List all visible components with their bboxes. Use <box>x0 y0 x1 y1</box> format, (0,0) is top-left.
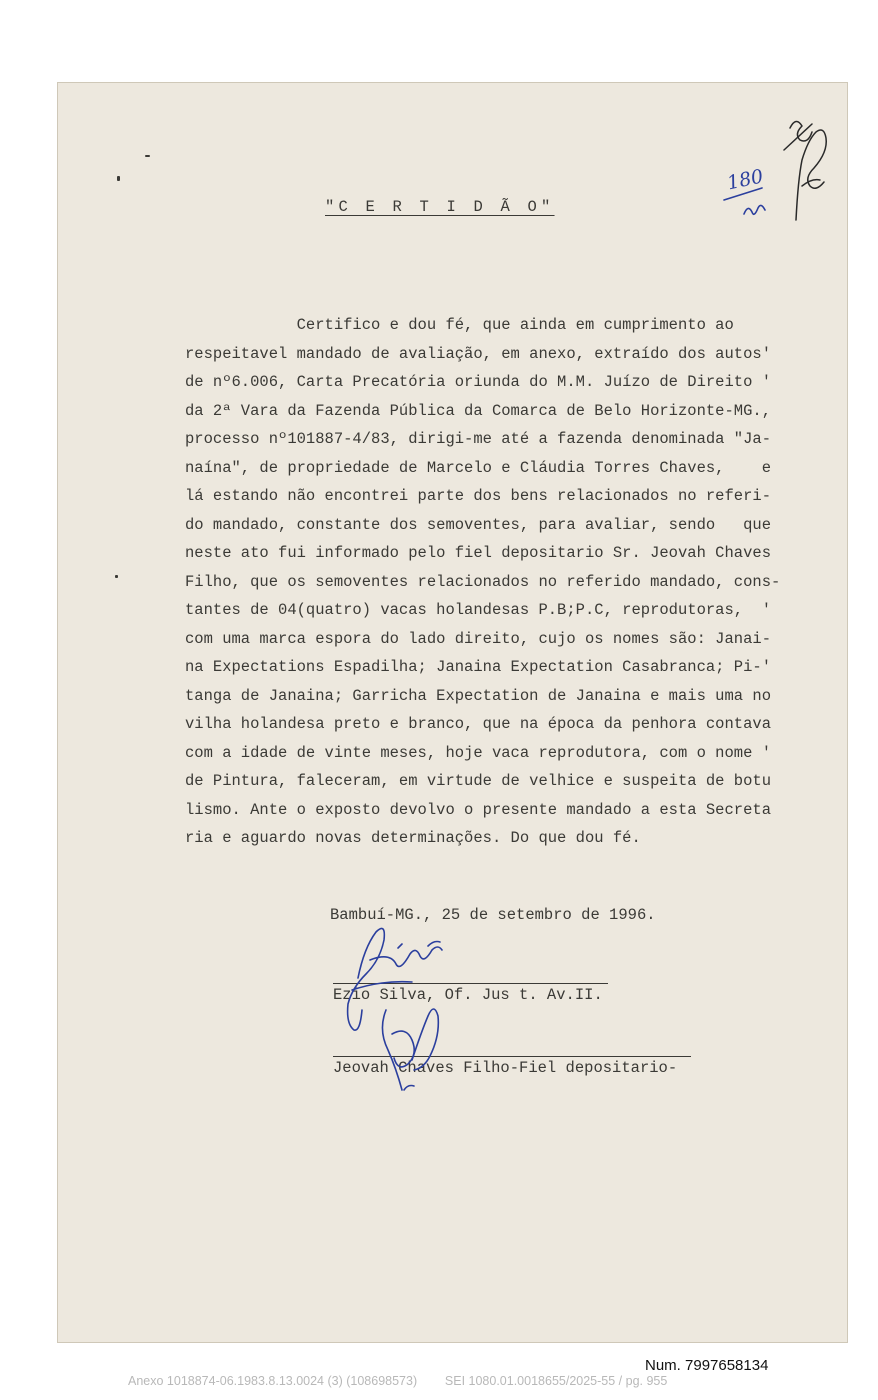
body-line: Certifico e dou fé, que ainda em cumprimento ao <box>185 316 734 334</box>
body-line: de nº6.006, Carta Precatória oriunda do M.M. Juízo de Direito ' <box>185 373 771 391</box>
paper-speck <box>115 575 118 578</box>
body-line: com uma marca espora do lado direito, cujo os nomes são: Janai- <box>185 629 771 648</box>
document-footer-meta: Anexo 1018874-06.1983.8.13.0024 (3) (108698573) SEI 1080.01.0018655/2025-55 / pg. 955 <box>128 1374 668 1388</box>
body-line: do mandado, constante dos semoventes, para avaliar, sendo que <box>185 515 771 534</box>
paper-speck <box>117 176 120 181</box>
body-line: lismo. Ante o exposto devolvo o presente mandado a esta Secreta <box>185 800 771 819</box>
body-line: ria e aguardo novas determinações. Do que dou fé. <box>185 829 641 847</box>
document-number: Num. 7997658134 <box>645 1357 769 1374</box>
signature-rule-2 <box>333 1056 691 1057</box>
certificate-body <box>185 311 781 853</box>
body-line: tanga de Janaina; Garricha Expectation de Janaina e mais uma no <box>185 686 771 705</box>
signatory-2-label: Jeovah Chaves Filho-Fiel depositario- <box>333 1059 678 1077</box>
date-line: Bambuí-MG., 25 de setembro de 1996. <box>330 906 656 924</box>
document-title: "C E R T I D Ã O" <box>325 198 555 216</box>
body-line: de Pintura, faleceram, em virtude de velhice e suspeita de botu <box>185 772 771 790</box>
body-line: com a idade de vinte meses, hoje vaca reprodutora, com o nome ' <box>185 743 771 762</box>
body-line: lá estando não encontrei parte dos bens relacionados no referi- <box>185 487 771 505</box>
signature-rule-1 <box>333 983 608 984</box>
body-line: tantes de 04(quatro) vacas holandesas P.B;P.C, reprodutoras, ' <box>185 601 771 619</box>
body-line: respeitavel mandado de avaliação, em anexo, extraído dos autos' <box>185 344 771 363</box>
paper-speck <box>145 155 150 157</box>
body-line: Filho, que os semoventes relacionados no referido mandado, cons- <box>185 572 781 591</box>
body-line: neste ato fui informado pelo fiel depositario Sr. Jeovah Chaves <box>185 544 771 562</box>
body-line: na Expectations Espadilha; Janaina Expectation Casabranca; Pi-' <box>185 658 771 676</box>
signatory-1-label: Ezio Silva, Of. Jus t. Av.II. <box>333 986 603 1004</box>
body-line: vilha holandesa preto e branco, que na época da penhora contava <box>185 715 771 733</box>
margin-note-number: 180 <box>725 165 766 195</box>
body-line: da 2ª Vara da Fazenda Pública da Comarca de Belo Horizonte-MG., <box>185 401 771 420</box>
body-line: processo nº101887-4/83, dirigi-me até a fazenda denominada "Ja- <box>185 430 771 448</box>
body-line: naína", de propriedade de Marcelo e Cláudia Torres Chaves, e <box>185 458 771 477</box>
